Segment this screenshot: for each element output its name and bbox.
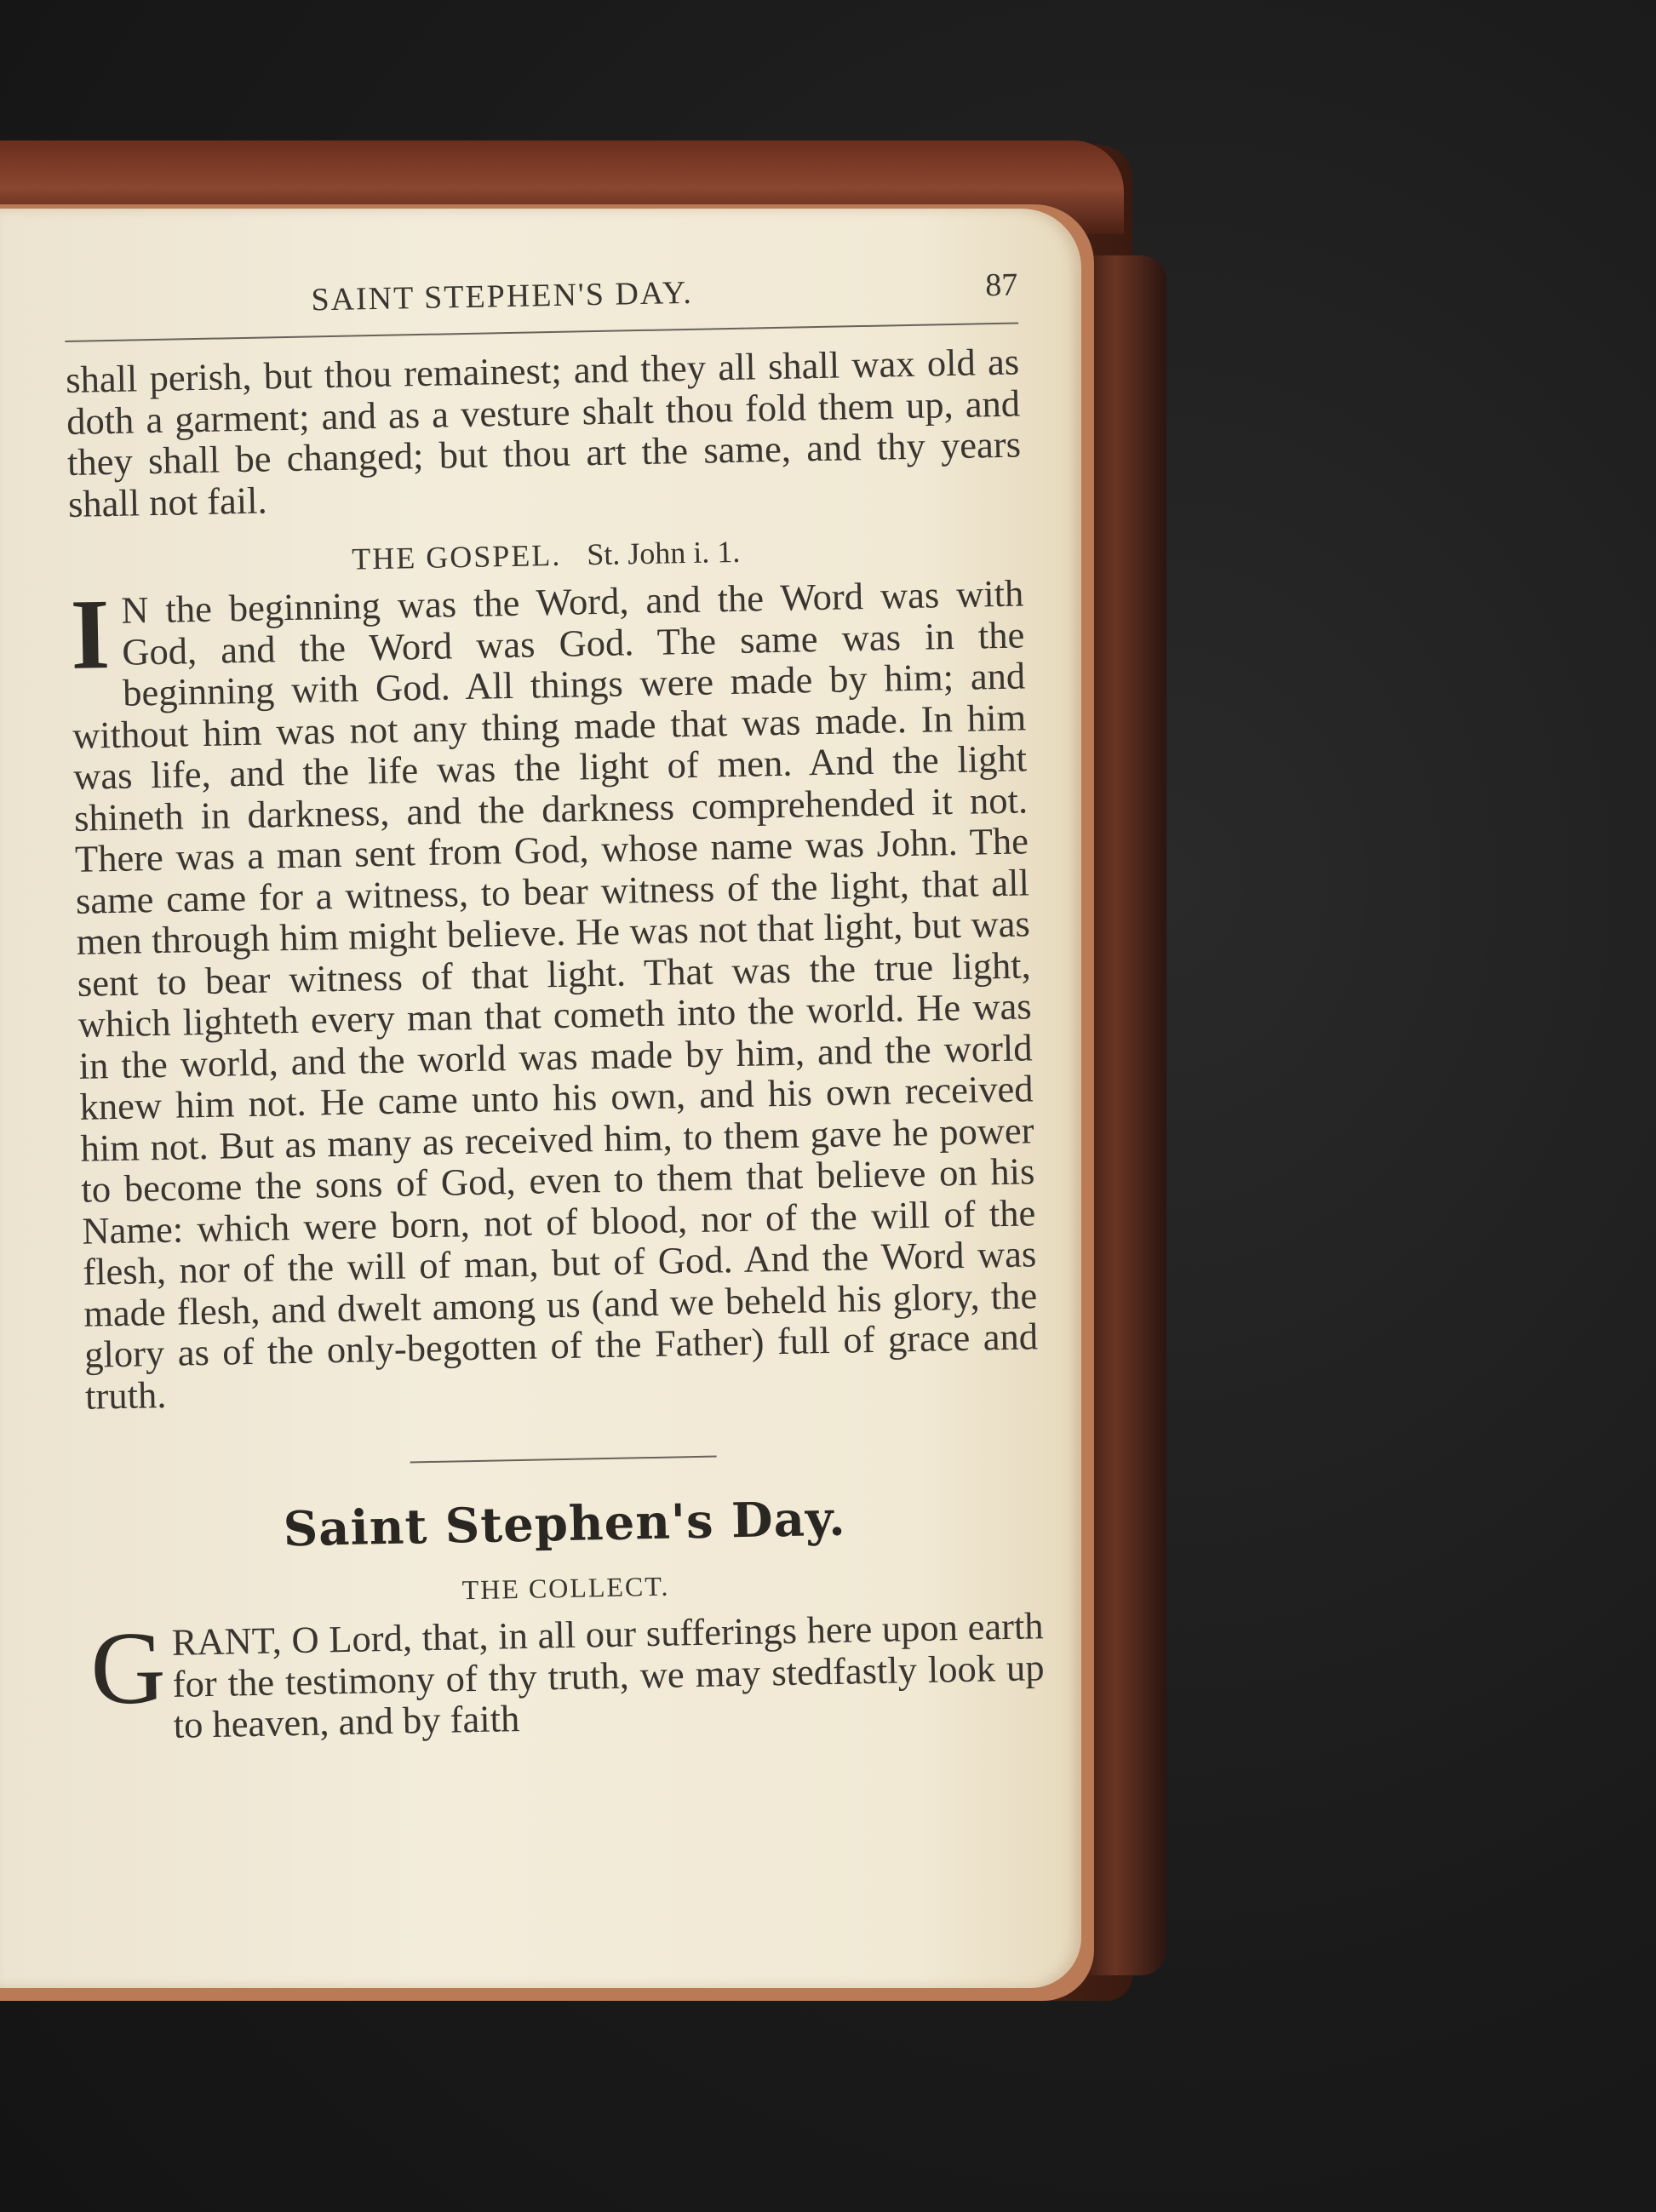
collect-heading: THE COLLECT.: [461, 1570, 670, 1606]
section-divider: [410, 1456, 717, 1464]
running-title: SAINT STEPHEN'S DAY.: [311, 274, 694, 318]
page-content: [64, 262, 1046, 1747]
collect-paragraph: [89, 1605, 1046, 1747]
book-cover-fore-edge: [1081, 255, 1166, 1975]
gospel-paragraph: [70, 572, 1039, 1416]
page-number: 87: [984, 266, 1018, 304]
collect-text: RANT, O Lord, that, in all our sufferings here upon earth for the testimony of thy truth, we may stedfastly look up to heaven, and by faith: [171, 1604, 1045, 1746]
collect-drop-cap: G: [89, 1610, 167, 1727]
feast-title: Saint Stephen's Day.: [283, 1490, 847, 1558]
opening-paragraph: shall perish, but thou remainest; and they all shall wax old as doth a garment; and as a vesture shalt thou fold them up, and they shall be changed; but thou art the same, and thy years shall not fail.: [65, 340, 1022, 525]
gospel-reference: St. John i. 1.: [586, 534, 741, 572]
gospel-drop-cap: I: [69, 578, 112, 691]
gospel-heading-label: THE GOSPEL.: [351, 537, 562, 576]
gospel-text: N the beginning was the Word, and the Word was with God, and the Word was God. The same was in the beginning with God. All things were made by him; and without him was not any thing made that was made. In him was life, and the life was the light of men. And the light shineth in darkness, and the darkness comprehended it not. There was a man sent from God, whose name was John. The same came for a witness, to bear witness of the light, that all men through him might believe. He was not that light, but was sent to bear witness of that light. That was the true light, which lighteth every man that cometh into the world. He was in the world, and the world was made by him, and the world knew him not. He came unto his own, and his own received him not. But as many as received him, to them gave he power to become the sons of God, even to them that believe on his Name: which were born, not of blood, nor of the will of the flesh, nor of the will of man, but of God. And the Word was made flesh, and dwelt among us (and we beheld his glory, the glory as of the only-begotten of the Father) full of grace and truth.: [72, 571, 1039, 1418]
